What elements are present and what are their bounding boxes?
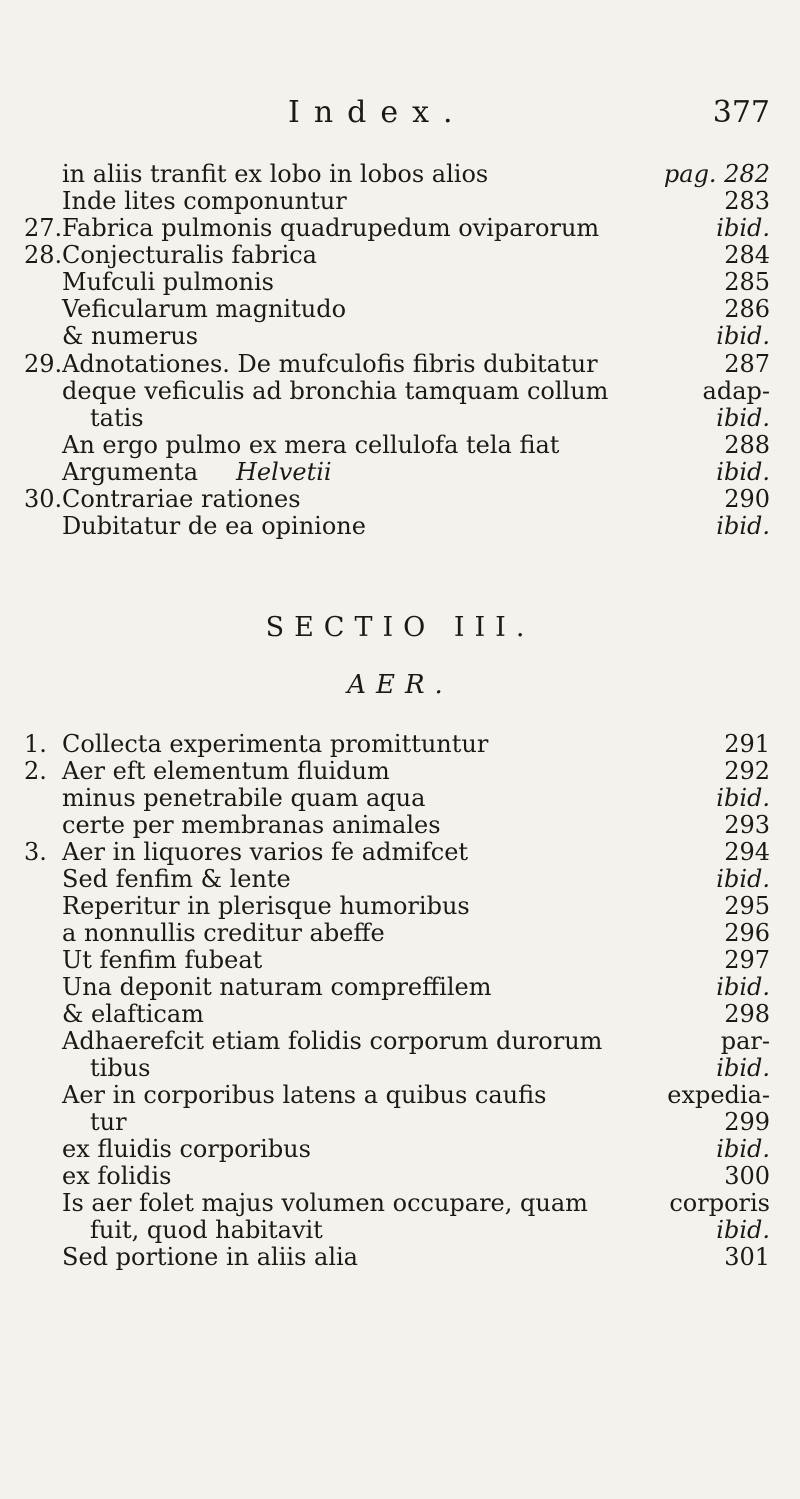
index-entry	[0, 1189, 800, 1217]
entry-page-ref: ibid.	[716, 214, 770, 242]
index-entry	[0, 919, 800, 947]
index-entry	[0, 404, 800, 432]
index-entry	[0, 322, 800, 350]
entry-text: Ut fenfim fubeat	[62, 946, 263, 974]
entry-page-ref: 296	[724, 919, 770, 947]
index-entry	[0, 377, 800, 405]
entry-text: Dubitatur de ea opinione	[62, 512, 366, 540]
entry-text: Collecta experimenta promittuntur	[62, 730, 489, 758]
index-entry	[0, 946, 800, 974]
entry-page-ref: 299	[724, 1108, 770, 1136]
index-entry	[0, 1162, 800, 1190]
index-entry	[0, 214, 800, 242]
entry-text: Veficularum magnitudo	[62, 295, 347, 323]
index-entry	[0, 1081, 800, 1109]
index-entry	[0, 1216, 800, 1244]
entry-page-ref: par-	[720, 1027, 770, 1055]
index-entry	[0, 1054, 800, 1082]
index-entry	[0, 1243, 800, 1271]
entry-text: certe per membranas animales	[62, 811, 441, 839]
index-entry	[0, 838, 800, 866]
entry-page-ref: expedia-	[667, 1081, 770, 1109]
entry-number: 3.	[24, 838, 47, 866]
entry-text: Sed portione in aliis alia	[62, 1243, 358, 1271]
entry-number: 1.	[24, 730, 47, 758]
entry-text: Aer in corporibus latens a quibus caufis	[62, 1081, 547, 1109]
index-entry	[0, 431, 800, 459]
entry-page-ref: ibid.	[716, 404, 770, 432]
entry-page-ref: 286	[724, 295, 770, 323]
entry-text: deque veficulis ad bronchia tamquam collum	[62, 377, 609, 405]
entry-text: in aliis tranfit ex lobo in lobos alios	[62, 160, 489, 188]
entry-text: minus penetrabile quam aqua	[62, 784, 426, 812]
entry-italic-name: Helvetii	[236, 458, 332, 486]
entry-page-ref: ibid.	[716, 1135, 770, 1163]
entry-page-ref: 300	[724, 1162, 770, 1190]
index-entry	[0, 757, 800, 785]
index-entry	[0, 458, 800, 486]
entry-number: 2.	[24, 757, 47, 785]
entry-text: & numerus	[62, 322, 199, 350]
entry-text: Fabrica pulmonis quadrupedum oviparorum	[62, 214, 600, 242]
entry-text: Aer eft elementum fluidum	[62, 757, 390, 785]
entry-text: a nonnullis creditur abeffe	[62, 919, 385, 947]
entry-text: ex fluidis corporibus	[62, 1135, 311, 1163]
entry-page-ref: ibid.	[716, 512, 770, 540]
entry-text: Adhaerefcit etiam folidis corporum durorum	[62, 1027, 603, 1055]
entry-text: Sed fenfim & lente	[62, 865, 291, 893]
entry-text: tatis	[90, 404, 144, 432]
entry-page-ref: ibid.	[716, 784, 770, 812]
entry-page-ref: ibid.	[716, 973, 770, 1001]
index-entry	[0, 1000, 800, 1028]
entry-page-ref: 290	[724, 485, 770, 513]
entry-page-ref: 301	[724, 1243, 770, 1271]
entry-text: Conjecturalis fabrica	[62, 241, 317, 269]
running-title: Index.	[288, 95, 467, 130]
entry-page-ref: 284	[724, 241, 770, 269]
entry-text: tibus	[90, 1054, 151, 1082]
page-header	[0, 95, 800, 139]
entry-page-ref: 297	[724, 946, 770, 974]
section-subheading: AER.	[347, 670, 453, 700]
entry-page-ref: 283	[724, 187, 770, 215]
entry-number: 27.	[24, 214, 63, 242]
entry-page-ref: 295	[724, 892, 770, 920]
entry-text: ex folidis	[62, 1162, 172, 1190]
entry-page-ref: 294	[724, 838, 770, 866]
entry-page-ref: ibid.	[716, 1216, 770, 1244]
entry-number: 30.	[24, 485, 63, 513]
entry-page-ref: 285	[724, 268, 770, 296]
index-entry	[0, 1027, 800, 1055]
entry-page-ref: 292	[724, 757, 770, 785]
index-entry	[0, 865, 800, 893]
entry-text: Mufculi pulmonis	[62, 268, 274, 296]
entry-page-ref: adap-	[702, 377, 770, 405]
index-entry	[0, 160, 800, 188]
entry-page-ref: 288	[724, 431, 770, 459]
section-heading: SECTIO III.	[265, 612, 535, 643]
index-entry	[0, 187, 800, 215]
entry-text: fuit, quod habitavit	[90, 1216, 323, 1244]
entry-page-ref: corporis	[669, 1189, 770, 1217]
entry-page-ref: ibid.	[716, 1054, 770, 1082]
entry-text: Aer in liquores varios fe admifcet	[62, 838, 469, 866]
index-entry	[0, 350, 800, 378]
index-entry	[0, 485, 800, 513]
entry-text: Is aer folet majus volumen occupare, quam	[62, 1189, 588, 1217]
index-entry	[0, 730, 800, 758]
entry-page-ref: 298	[724, 1000, 770, 1028]
entry-number: 28.	[24, 241, 63, 269]
index-entry	[0, 892, 800, 920]
index-entry	[0, 241, 800, 269]
entry-text: & elafticam	[62, 1000, 204, 1028]
entry-page-ref: 287	[724, 350, 770, 378]
index-entry	[0, 295, 800, 323]
entry-page-ref: ibid.	[716, 322, 770, 350]
entry-text: An ergo pulmo ex mera cellulofa tela fiat	[62, 431, 560, 459]
index-entry	[0, 1135, 800, 1163]
entry-text: Adnotationes. De mufculofis fibris dubitatur	[62, 350, 598, 378]
index-entry	[0, 973, 800, 1001]
entry-page-ref: ibid.	[716, 458, 770, 486]
entry-text: Argumenta	[62, 458, 198, 486]
index-entry	[0, 784, 800, 812]
entry-page-ref: pag. 282	[663, 160, 770, 188]
entry-text: Una deponit naturam compreffilem	[62, 973, 492, 1001]
entry-text: Reperitur in plerisque humoribus	[62, 892, 470, 920]
entry-page-ref: 293	[724, 811, 770, 839]
entry-page-ref: ibid.	[716, 865, 770, 893]
index-entry	[0, 1108, 800, 1136]
entry-text: Contrariae rationes	[62, 485, 301, 513]
index-entry	[0, 811, 800, 839]
entry-text: tur	[90, 1108, 127, 1136]
index-entry	[0, 268, 800, 296]
entry-text: Inde lites componuntur	[62, 187, 347, 215]
page-number: 377	[712, 95, 770, 130]
index-entry	[0, 512, 800, 540]
entry-page-ref: 291	[724, 730, 770, 758]
entry-number: 29.	[24, 350, 63, 378]
